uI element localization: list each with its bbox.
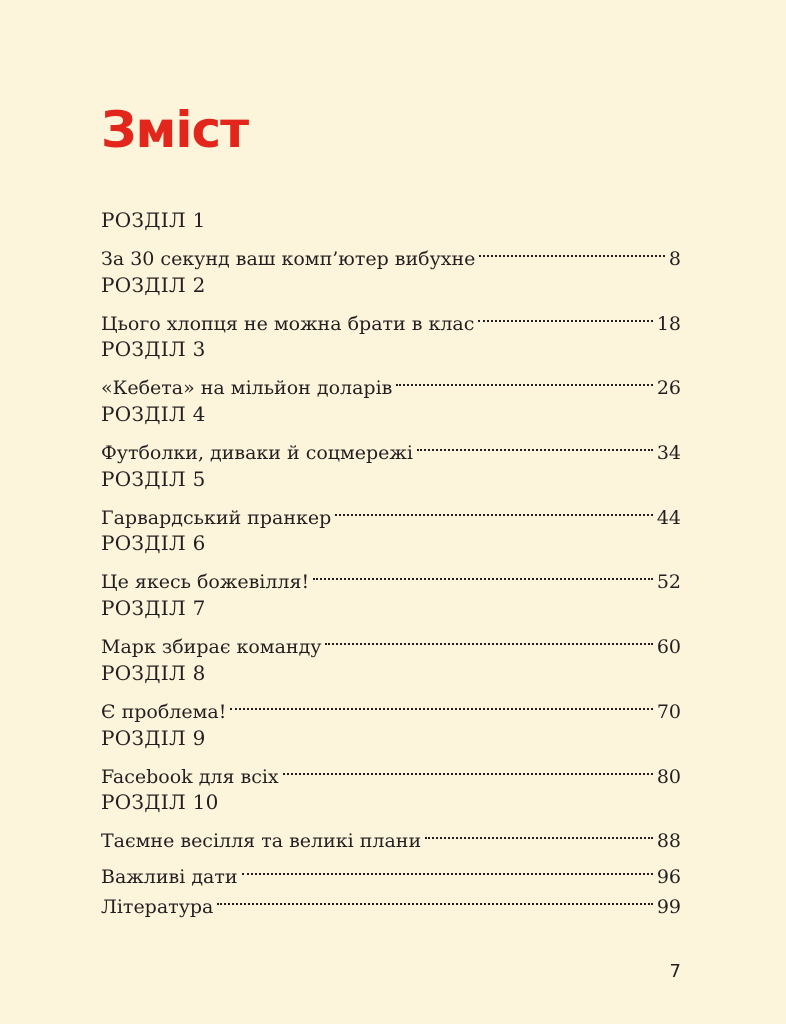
toc-entry[interactable] [101, 623, 681, 659]
chapter-page: 26 [656, 377, 681, 400]
chapter-page: 80 [656, 765, 681, 788]
dot-leader [230, 688, 652, 718]
toc-entry[interactable] [101, 688, 681, 723]
toc-chapter-5 [101, 464, 681, 529]
toc-entry[interactable] [101, 494, 681, 529]
toc-entry[interactable] [101, 300, 681, 335]
chapter-page: 88 [656, 830, 681, 853]
dot-leader [417, 429, 653, 459]
chapter-page: 34 [656, 442, 681, 465]
toc-entry[interactable] [101, 364, 681, 400]
toc-chapter-6 [101, 528, 681, 593]
chapter-page: 70 [656, 700, 681, 723]
toc-chapter-7 [101, 593, 681, 658]
appendix-page: 96 [656, 866, 681, 888]
toc-chapter-10 [101, 787, 681, 852]
page-title: Зміст [101, 101, 249, 159]
chapter-page: 44 [656, 506, 681, 529]
dot-leader [283, 753, 653, 783]
toc-entry[interactable] [101, 235, 681, 270]
page-number: 7 [669, 961, 681, 982]
chapter-label: РОЗДІЛ 4 [101, 402, 206, 427]
dot-leader [335, 494, 653, 524]
toc-chapter-2 [101, 270, 681, 335]
toc-chapter-9 [101, 723, 681, 788]
chapter-title: Футболки, диваки й соцмережі [101, 442, 413, 465]
chapter-label: РОЗДІЛ 5 [101, 466, 206, 491]
table-of-contents [101, 205, 681, 852]
appendix-page: 99 [656, 896, 681, 918]
dot-leader [242, 853, 653, 883]
chapter-page: 60 [656, 636, 681, 659]
appendix-title: Література [101, 896, 214, 918]
toc-entry[interactable] [101, 817, 681, 853]
chapter-label: РОЗДІЛ 2 [101, 272, 206, 297]
chapter-title: «Кебета» на мільйон доларів [101, 377, 393, 400]
chapter-label: РОЗДІЛ 8 [101, 660, 206, 685]
chapter-title: Гарвардський пранкер [101, 506, 332, 529]
chapter-page: 18 [656, 312, 681, 335]
chapter-label: РОЗДІЛ 1 [101, 208, 206, 232]
appendix-title: Важливі дати [101, 866, 238, 888]
chapter-title: Це якесь божевілля! [101, 571, 310, 594]
chapter-title: Є проблема! [101, 700, 227, 723]
chapter-label: РОЗДІЛ 6 [101, 531, 206, 556]
chapter-label: РОЗДІЛ 3 [101, 337, 206, 362]
chapter-label: РОЗДІЛ 9 [101, 725, 206, 750]
chapter-page: 8 [668, 248, 681, 270]
toc-chapter-8 [101, 658, 681, 723]
toc-chapter-3 [101, 334, 681, 399]
dot-leader [425, 817, 653, 847]
chapter-title: Цього хлопця не можна брати в клас [101, 312, 475, 335]
chapter-title: За 30 секунд ваш комп’ютер вибухне [101, 248, 476, 270]
chapter-label: РОЗДІЛ 7 [101, 596, 206, 621]
toc-entry[interactable] [101, 558, 681, 594]
dot-leader [325, 623, 652, 653]
toc-chapter-1 [101, 205, 681, 270]
toc-entry[interactable] [101, 753, 681, 788]
toc-entry-important-dates[interactable] [101, 853, 681, 888]
chapter-title: Марк збирає команду [101, 636, 322, 659]
chapter-title: Facebook для всіх [101, 765, 279, 788]
toc-appendix [101, 853, 681, 918]
toc-entry[interactable] [101, 429, 681, 465]
dot-leader [479, 235, 665, 265]
dot-leader [313, 558, 653, 588]
chapter-page: 52 [656, 571, 681, 594]
chapter-label: РОЗДІЛ 10 [101, 790, 219, 815]
dot-leader [217, 883, 652, 913]
dot-leader [396, 364, 652, 394]
chapter-title: Таємне весілля та великі плани [101, 830, 422, 853]
dot-leader [478, 300, 652, 330]
toc-chapter-4 [101, 399, 681, 464]
